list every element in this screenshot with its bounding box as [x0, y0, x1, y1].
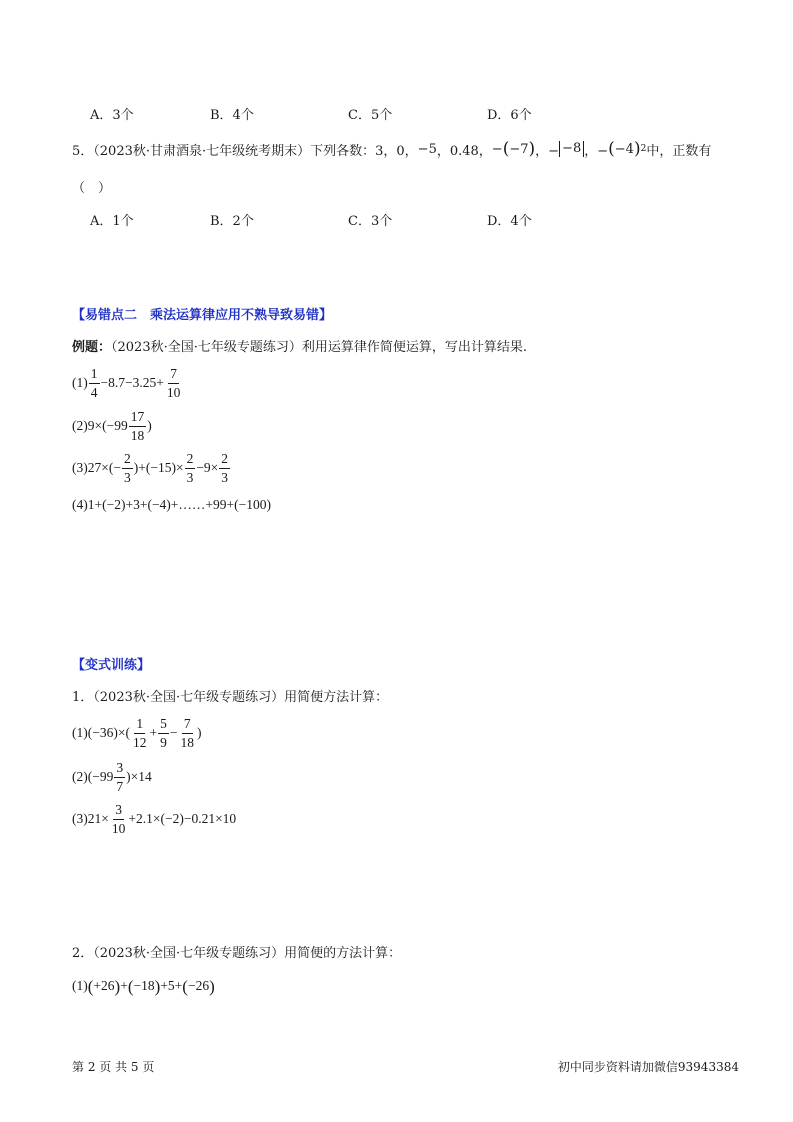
practice-2-stem: 2．（2023秋·全国·七年级专题练习）用简便的方法计算：	[72, 946, 402, 961]
practice-1-item-1: (1) (−36)×( $\frac{1}{12}$ + $\frac{5}{9}$ − $\frac{7}{18}$ )	[72, 716, 202, 750]
page-number: 第 2 页 共 5 页	[72, 1060, 155, 1074]
q5-option-b: B．2个	[210, 214, 254, 229]
section-title-error-point: 【易错点二 乘法运算律应用不熟导致易错】	[72, 308, 333, 323]
q5-option-c: C．3个	[348, 214, 393, 229]
example-item-4: (4) 1+(−2)+3+(−4)+……+99+(−100)	[72, 497, 271, 512]
option-c: C．5个	[348, 108, 393, 123]
example-item-2: (2) 9×(−99 $\frac{17}{18}$ )	[72, 409, 152, 443]
practice-1-stem: 1．（2023秋·全国·七年级专题练习）用简便方法计算：	[72, 690, 389, 705]
section-title-variant-training: 【变式训练】	[72, 658, 151, 673]
practice-1-item-2: (2) (−99 $\frac{3}{7}$ )×14	[72, 760, 152, 794]
example-item-3: (3) 27×(− $\frac{2}{3}$ )+(−15)× $\frac{2}{3}$ −9× $\frac{2}{3}$	[72, 451, 229, 485]
q5-option-d: D．4个	[487, 214, 532, 229]
example-item-1: (1) $\frac{1}{4}$ −8.7−3.25+ $\frac{7}{10}$	[72, 366, 181, 400]
question-5-paren: （ ）	[72, 181, 112, 196]
example-heading: 例题：（2023秋·全国·七年级专题练习）利用运算律作简便运算，写出计算结果.	[72, 340, 527, 355]
q5-option-a: A．1个	[90, 214, 134, 229]
practice-1-item-3: (3) 21× $\frac{3}{10}$ +2.1×(−2)−0.21×10	[72, 802, 237, 836]
practice-2-item-1: (1) ( +26 ) + ( −18 ) +5+ ( −26 )	[72, 976, 215, 996]
option-a: A．3个	[90, 108, 134, 123]
footer-note: 初中同步资料请加微信93943384	[557, 1060, 739, 1074]
option-b: B．4个	[210, 108, 254, 123]
option-d: D．6个	[487, 108, 532, 123]
question-5-stem: 5．（2023秋·甘肃酒泉·七年级统考期末）下列各数：3，0， −5 ，0.48， − ( −7 ) ，− −8 ，− ( −4 ) 2 中，正数有	[72, 138, 712, 159]
